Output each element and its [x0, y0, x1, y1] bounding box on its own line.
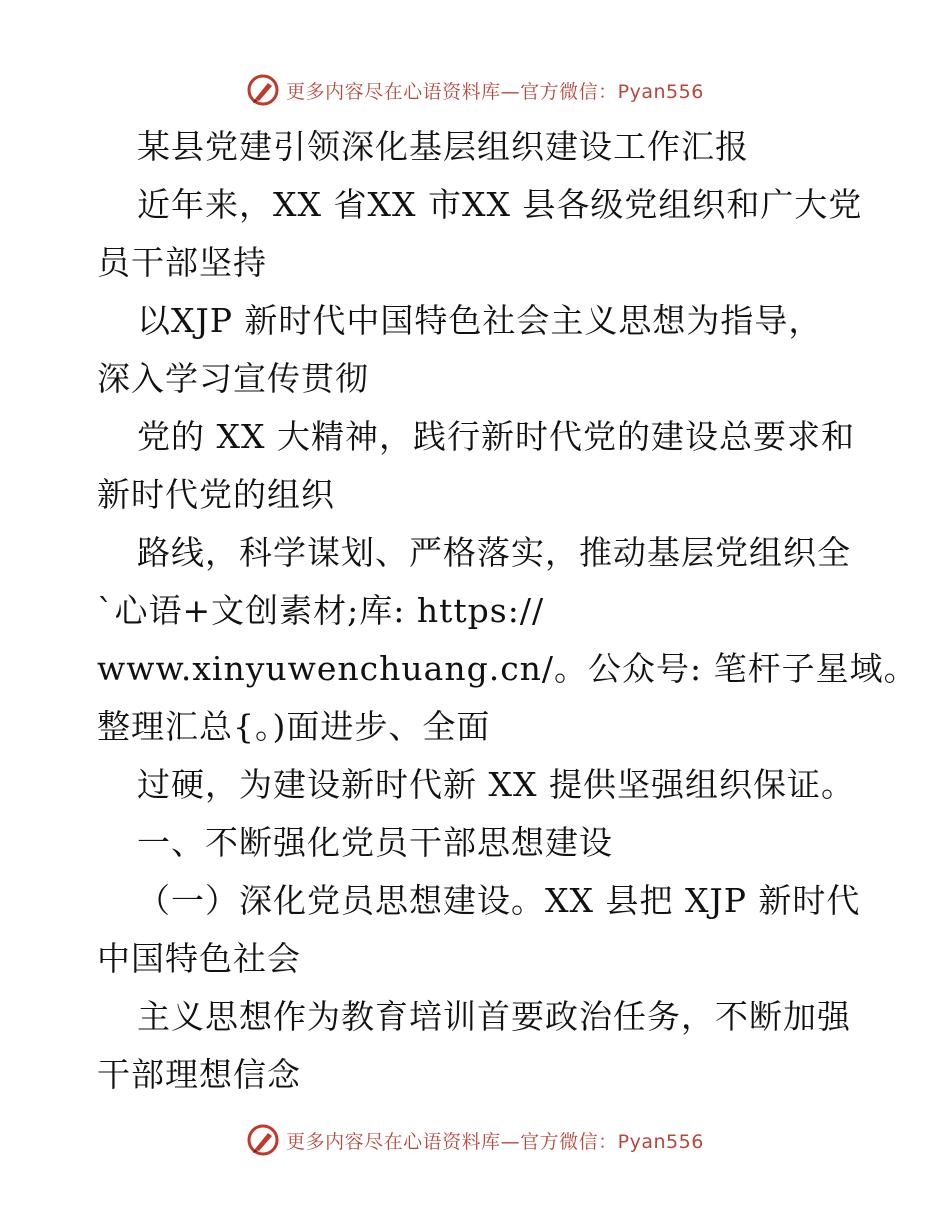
header-watermark	[0, 70, 950, 110]
document-line: 党的 XX 大精神，践行新时代党的建设总要求和	[137, 417, 855, 456]
footer-watermark	[0, 1120, 950, 1160]
document-body	[97, 118, 918, 1104]
document-line: 一、不断强化党员干部思想建设	[137, 823, 613, 862]
header-watermark-content	[246, 73, 704, 107]
document-line: 主义思想作为教育培训首要政治任务，不断加强	[137, 997, 851, 1036]
document-line: 新时代党的组织	[97, 475, 335, 514]
document-line: 员干部坚持	[97, 243, 267, 282]
document-line: 路线，科学谋划、严格落实，推动基层党组织全	[137, 533, 851, 572]
footer-watermark-content	[246, 1123, 704, 1157]
document-line: （一）深化党员思想建设。XX 县把 XJP 新时代	[137, 881, 861, 920]
document-line: www.xinyuwenchuang.cn/。公众号: 笔杆子星域。	[97, 649, 918, 688]
document-line: 过硬，为建设新时代新 XX 提供坚强组织保证。	[137, 765, 855, 804]
document-title: 某县党建引领深化基层组织建设工作汇报	[137, 127, 749, 166]
document-line: 以XJP 新时代中国特色社会主义思想为指导，	[137, 301, 823, 340]
footer-watermark-text: 更多内容尽在心语资料库—官方微信：Pyan556	[286, 1130, 704, 1153]
document-line: 近年来，XX 省XX 市XX 县各级党组织和广大党	[137, 185, 863, 224]
quill-pen-logo-icon	[246, 73, 280, 107]
document-line: 深入学习宣传贯彻	[97, 359, 369, 398]
document-line: `心语+文创素材;库: https://	[97, 591, 545, 630]
document-line: 整理汇总{。)面进步、全面	[97, 707, 491, 746]
document-line: 干部理想信念	[97, 1055, 301, 1094]
quill-pen-logo-icon	[246, 1123, 280, 1157]
document-line: 中国特色社会	[97, 939, 301, 978]
header-watermark-text: 更多内容尽在心语资料库—官方微信：Pyan556	[286, 80, 704, 103]
